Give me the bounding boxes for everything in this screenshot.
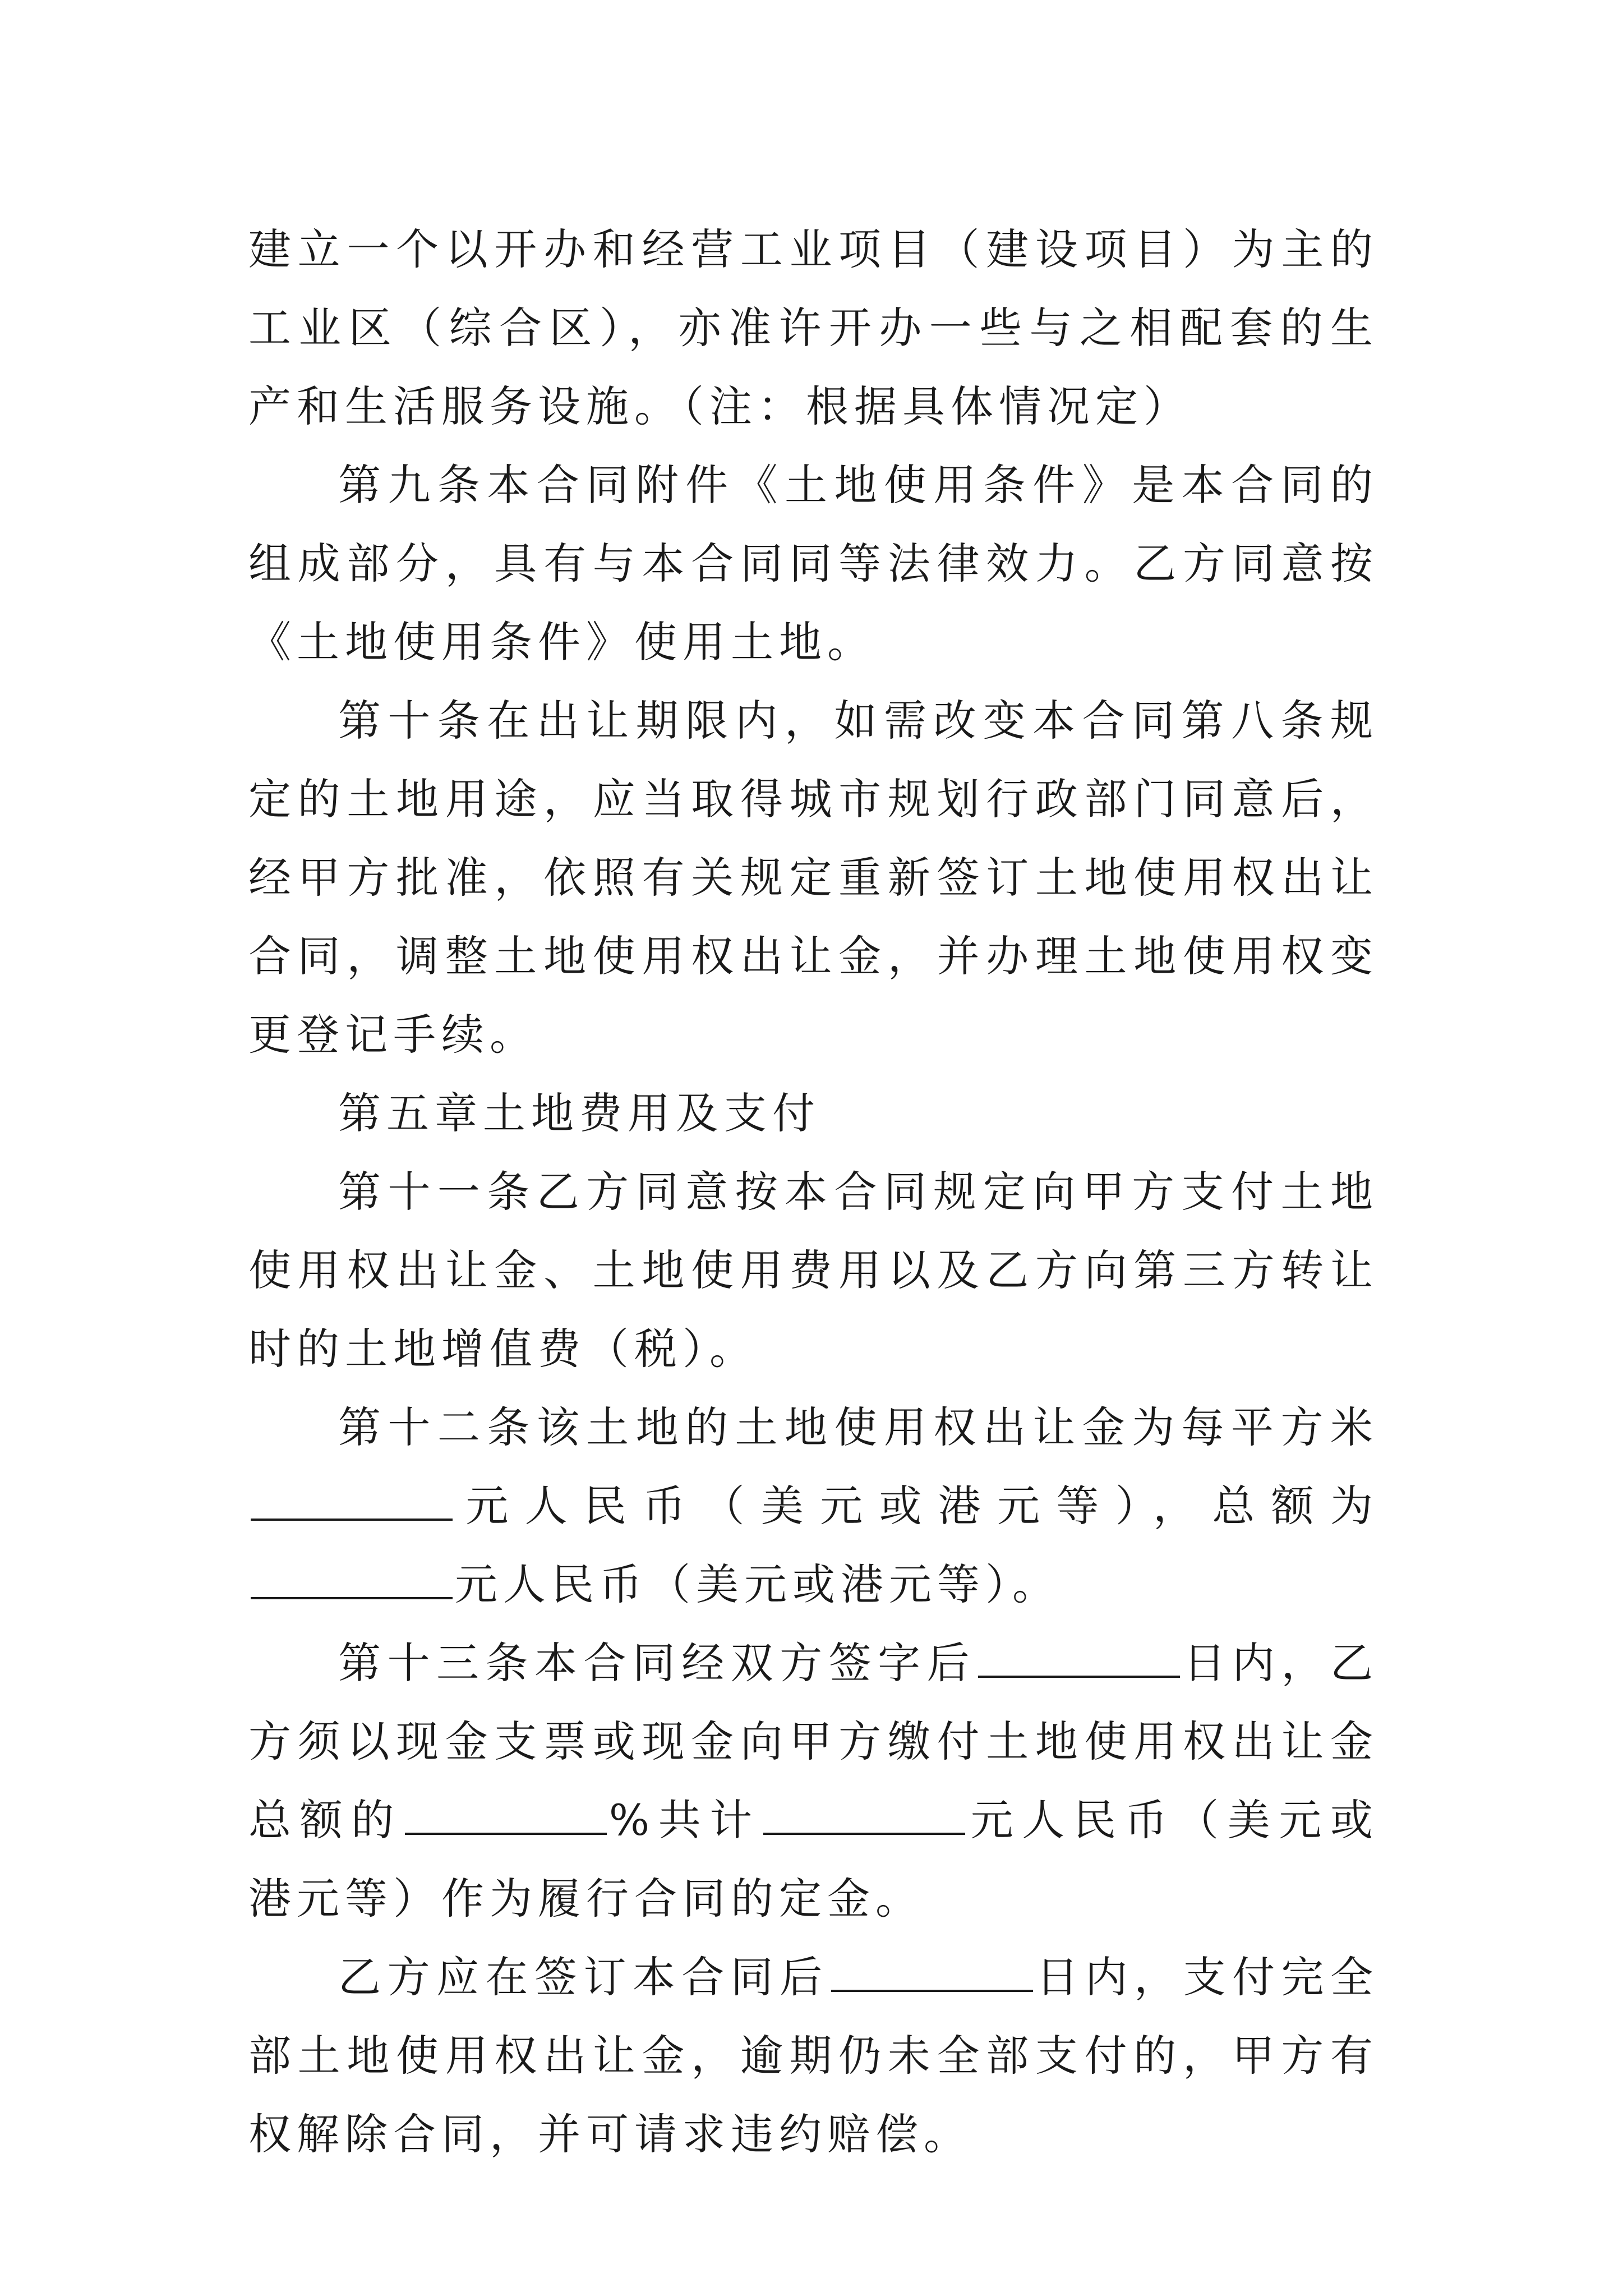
paragraph-article-11: 第十一条乙方同意按本合同规定向甲方支付土地使用权出让金、土地使用费用以及乙方向第三方转让时的土地增值费（税）。 <box>248 1167 1378 1374</box>
article-13-text-c: %共计 <box>608 1795 761 1845</box>
blank-payment-days <box>831 1950 1033 1992</box>
article-13-text-d: 元人民币（美元或港元等）作为履行合同的定金。 <box>248 1795 1379 1924</box>
blank-deposit-percent <box>405 1793 607 1835</box>
paragraph-article-10: 第十条在出让期限内，如需改变本合同第八条规定的土地用途，应当取得城市规划行政部门同意后，经甲方批准，依照有关规定重新签订土地使用权出让合同，调整土地使用权出让金，并办理土地使用权变更登记手续。 <box>248 696 1378 1060</box>
article-12-text-a: 第十二条该土地的土地使用权出让金为每平方米 <box>338 1402 1378 1452</box>
article-13-text-b: 日内，乙方须以现金支票或现金向甲方缴付土地使用权出让金总额的 <box>248 1638 1379 1845</box>
payment-text-b: 日内，支付完全部土地使用权出让金，逾期仍未全部支付的，甲方有权解除合同，并可请求违约赔偿。 <box>248 1952 1379 2159</box>
paragraph-article-13 <box>248 1624 1378 1938</box>
paragraph-payment-deadline <box>248 1938 1378 2174</box>
document-body <box>248 210 1378 2174</box>
paragraph-article-9: 第九条本合同附件《土地使用条件》是本合同的组成部分，具有与本合同同等法律效力。乙方同意按《土地使用条件》使用土地。 <box>248 460 1378 667</box>
article-12-text-b: 元人民币（美元或港元等），总额为 <box>455 1481 1378 1531</box>
blank-total-amount <box>251 1558 453 1599</box>
paragraph-industrial-zone: 建立一个以开办和经营工业项目（建设项目）为主的工业区（综合区），亦准许开办一些与之相配套的生产和生活服务设施。（注：根据具体情况定） <box>248 224 1378 431</box>
article-12-text-c: 元人民币（美元或港元等）。 <box>455 1559 1061 1609</box>
blank-days-after-signing <box>978 1636 1180 1678</box>
article-13-text-a: 第十三条本合同经双方签字后 <box>338 1638 976 1688</box>
paragraph-article-12 <box>248 1388 1378 1624</box>
payment-text-a: 乙方应在签订本合同后 <box>338 1952 829 2002</box>
chapter-heading-5: 第五章土地费用及支付 <box>338 1088 820 1138</box>
blank-price-per-sqm <box>251 1479 453 1521</box>
blank-deposit-amount <box>763 1793 965 1835</box>
